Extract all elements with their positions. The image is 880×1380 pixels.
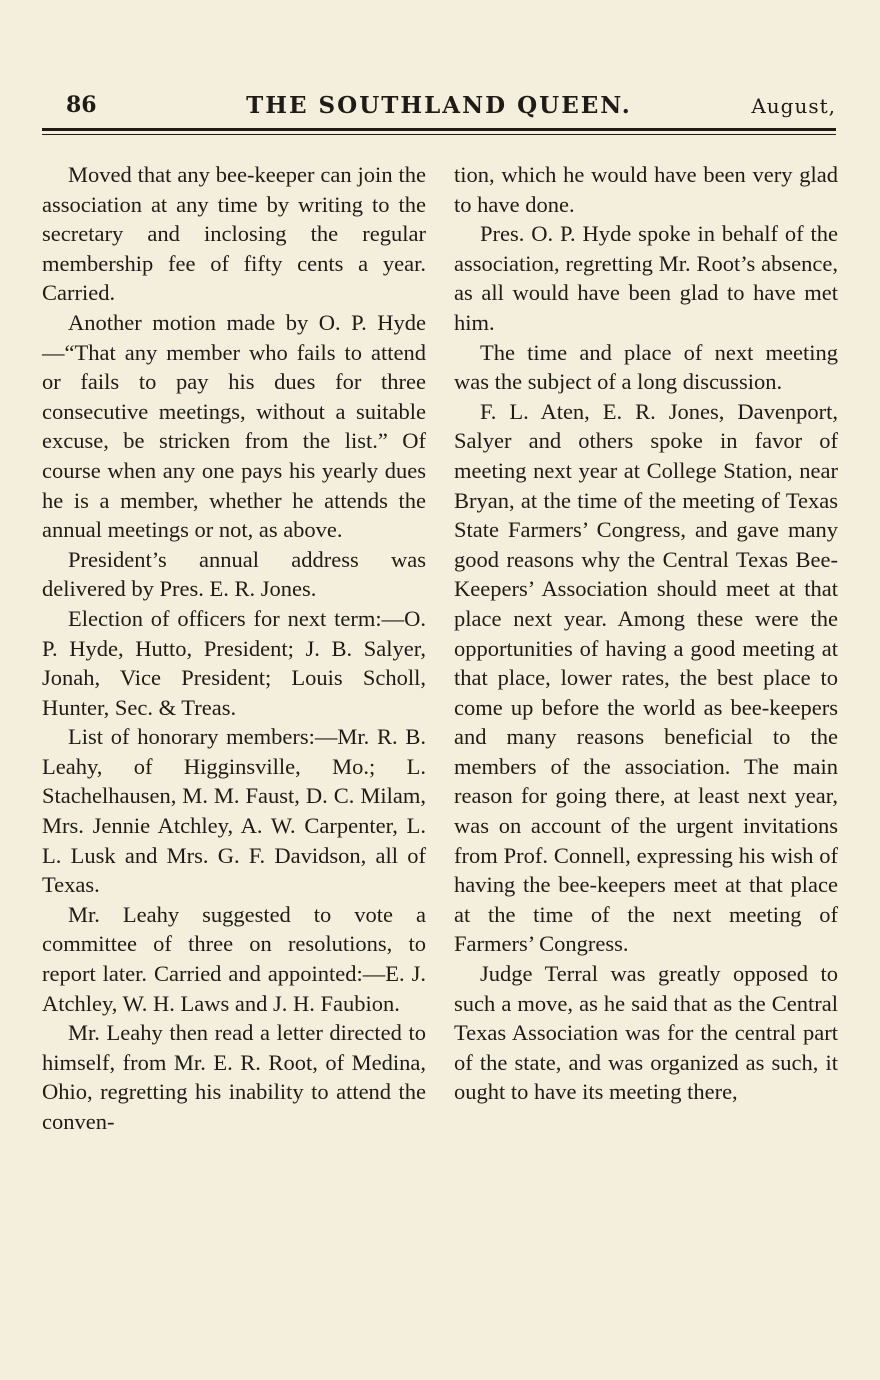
paragraph: F. L. Aten, E. R. Jones, Davenport, Salyer and others spoke in favor of meeting next year at College Station, near Bryan, at the time of the meeting of Texas State Farmers’ Congress, and gave many good reasons why the Central Texas Bee-Keepers’ Association should meet at that place next year. Among these were the opportunities of having a good meeting at that place, lower rates, the best place to come up before the world as bee-keepers and many reasons beneficial to the members of the association. The main reason for going there, at least next year, was on account of the urgent invitations from Prof. Connell, expressing his wish of having the bee-keepers meet at that place at the time of the next meeting of Farmers’ Congress. (454, 398, 838, 957)
paragraph: Judge Terral was greatly opposed to such a move, as he said that as the Central Texas Association was for the central part of the state, and was organized as such, it ought to have its meeting there, (454, 961, 838, 1105)
paragraph: Mr. Leahy then read a letter directed to himself, from Mr. E. R. Root, of Medina, Ohio, regretting his inability to attend the conven- (42, 1020, 426, 1134)
paragraph: Pres. O. P. Hyde spoke in behalf of the association, regretting Mr. Root’s absence, as all would have been glad to have met him. (454, 221, 838, 335)
paragraph: Another motion made by O. P. Hyde—“That any member who fails to attend or fails to pay his dues for three consecutive meetings, without a suitable excuse, be stricken from the list.” Of course when any one pays his yearly dues he is a member, whether he attends the annual meetings or not, as above. (42, 309, 426, 543)
journal-title: THE SOUTHLAND QUEEN. (246, 92, 632, 119)
paragraph: List of honorary members:—Mr. R. B. Leahy, of Higginsville, Mo.; L. Stachelhausen, M. M. Faust, D. C. Milam, Mrs. Jennie Atchley, A. W. Carpenter, L. L. Lusk and Mrs. G. F. Davidson, all of Texas. (42, 724, 426, 898)
paragraph-continued: tion, which he would have been very glad to have done. (454, 162, 838, 217)
paragraph: Election of officers for next term:—O. P. Hyde, Hutto, President; J. B. Salyer, Jonah, Vice President; Louis Scholl, Hunter, Sec. & Treas. (42, 605, 426, 720)
header-rule-thin (42, 134, 836, 135)
issue-month: August, (751, 94, 836, 118)
header-rule-thick (42, 128, 836, 131)
paragraph: Mr. Leahy suggested to vote a committee of three on resolutions, to report later. Carried and appointed:—E. J. Atchley, W. H. Laws and J. H. Faubion. (42, 901, 426, 1016)
running-header (42, 92, 836, 132)
paragraph: The time and place of next meeting was the subject of a long discussion. (454, 339, 838, 395)
paragraph: Moved that any bee-keeper can join the association at any time by writing to the secretary and inclosing the regular membership fee of fifty cents a year. Carried. (42, 162, 426, 306)
paragraph: President’s annual address was delivered by Pres. E. R. Jones. (42, 546, 426, 602)
left-column (42, 160, 426, 1137)
right-column (454, 160, 838, 1107)
page-number: 86 (66, 92, 97, 118)
